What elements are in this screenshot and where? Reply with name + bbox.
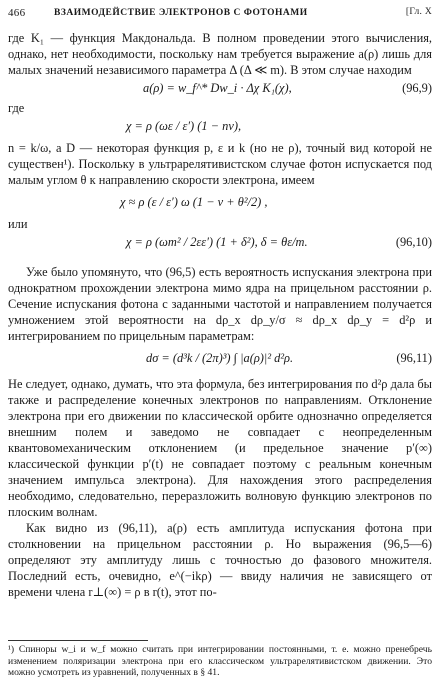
- chapter-label: [Гл. X: [405, 7, 432, 17]
- equation-96-9-formula: a(ρ) = w_f^* Dw_i · Δχ K₁(χ),: [143, 81, 292, 95]
- paragraph-3: Уже было упомянуто, что (96,5) есть вероятность испускания электрона при однократном прохождении электрона мимо ядра на прицельном расстоянии ρ. Сечение испускания фотона с заданными частотой и направлением получается умножением этой вероятности на dρ_x dρ_y/σ ≈ dρ_x dρ_y = d²ρ и интегрированием по прицельным параметрам:: [8, 265, 432, 343]
- equation-96-9: [8, 78, 432, 98]
- footnote: ¹) Спиноры w_i и w_f можно считать при интегрировании постоянными, т. е. можно пренебречь изменением поляризации электрона при его классическом ультрарелятивистском движении. Это можно усмотреть из уравнений, полученных в § 41.: [8, 644, 432, 678]
- paragraph-4: Не следует, однако, думать, что эта формула, без интегрирования по d²ρ дала бы также и распределение конечных электронов по направлениям. Отклонение электрона при его движении по классической орбите однозначно определяется внешним полем и заведомо не совпадает с неопределенным квантовомеханическим отклонением (и предельное значение p′(∞) классической функции p′(t) не совпадает поэтому с реальным конечным значением импульса электрона). Для нахождения этого распределения необходимо, следовательно, переразложить волновую функцию электронов по плоским волнам.: [8, 377, 432, 519]
- running-header: [8, 5, 432, 21]
- running-title: ВЗАИМОДЕЙСТВИЕ ЭЛЕКТРОНОВ С ФОТОНАМИ: [54, 8, 308, 18]
- equation-96-11: [8, 344, 432, 372]
- equation-96-11-number: (96,11): [396, 351, 432, 365]
- where-label: где: [8, 101, 25, 115]
- equation-96-9-number: (96,9): [402, 81, 432, 95]
- where-line: [8, 98, 432, 116]
- paragraph-1: где K₁ — функция Макдональда. В полном проведении этого вычисления, однако, нет необходимости, поскольку нам требуется выражение a(ρ) лишь для малых значений независимого параметра Δ (Δ ≪ m). В этом случае находим: [8, 31, 432, 77]
- equation-96-10-formula: χ = ρ (ωm² / 2εε′) (1 + δ²), δ = θε/m.: [126, 235, 308, 249]
- page-number: 466: [8, 7, 26, 19]
- paragraph-5: Как видно из (96,11), a(ρ) есть амплитуда испускания фотона при столкновении на прицельном расстоянии ρ. Но выражения (96,5—6) определяют эту амплитуду лишь с точностью до фазового множителя. Последний есть, очевидно, e^(−ikρ) — ввиду наличия не зависящего от времени члена r⊥(∞) = ρ в r(t), этот по-: [8, 521, 432, 599]
- equation-chi-formula: χ = ρ (ωε / ε′) (1 − nv),: [126, 119, 242, 133]
- or-line: [8, 216, 432, 232]
- or-label: или: [8, 217, 28, 231]
- equation-chi-approx: [8, 188, 432, 216]
- paragraph-2: n = k/ω, а D — некоторая функция p, ε и k (но не ρ), точный вид которой не существен¹). Поскольку в ультрарелятивистском случае фотон испускается под малым углом θ к направлению скорости электрона, имеем: [8, 141, 432, 187]
- equation-chi: [8, 116, 432, 140]
- equation-chi-approx-formula: χ ≈ ρ (ε / ε′) ω (1 − v + θ²/2) ,: [120, 195, 268, 209]
- main-text: [8, 30, 432, 600]
- equation-96-10: [8, 232, 432, 256]
- equation-96-11-formula: dσ = (d³k / (2π)³) ∫ |a(ρ)|² d²ρ.: [146, 351, 294, 365]
- equation-96-10-number: (96,10): [395, 235, 432, 249]
- footnote-rule: [8, 640, 148, 641]
